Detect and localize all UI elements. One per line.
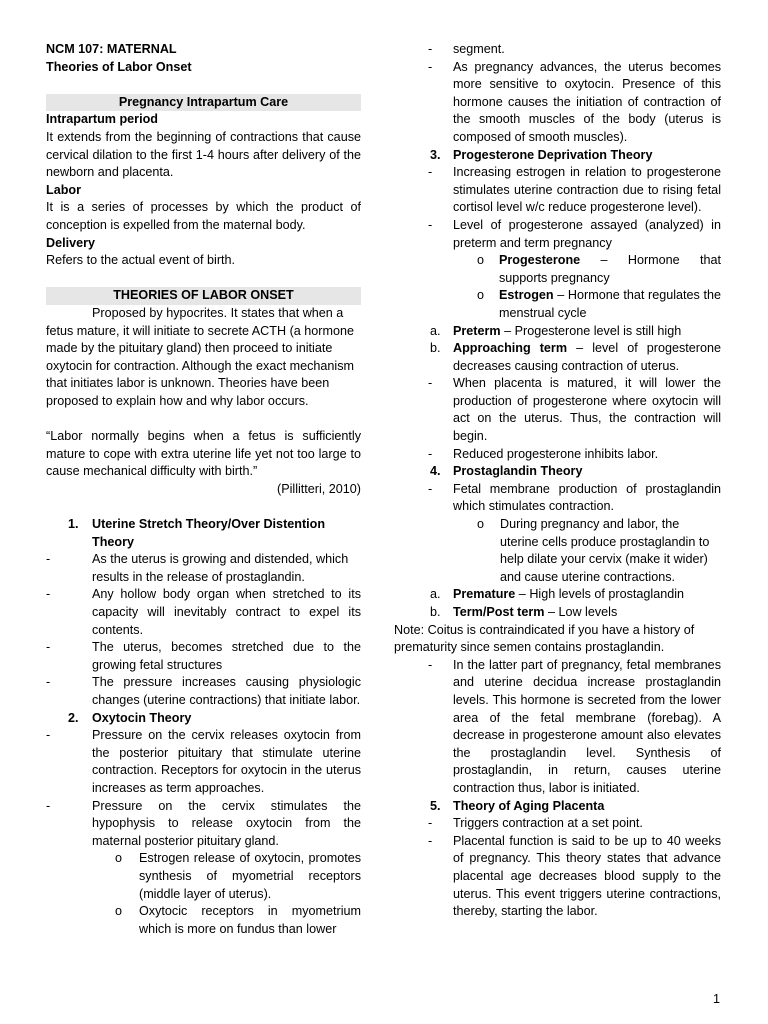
theory-1-bullet-4: The pressure increases causing physiologic changes (uterine contractions) that initiate labor. bbox=[92, 675, 361, 707]
course-title: NCM 107: MATERNAL bbox=[46, 42, 177, 56]
sub-term: Progesterone bbox=[499, 253, 581, 268]
term-intrapartum-period: Intrapartum period bbox=[46, 112, 158, 127]
list-item bbox=[46, 727, 361, 797]
theory-5-bullet-1: Triggers contraction at a set point. bbox=[453, 816, 643, 831]
list-item bbox=[46, 850, 361, 903]
theory-1-bullet-3: The uterus, becomes stretched due to the growing fetal structures bbox=[92, 640, 361, 672]
term-labor: Labor bbox=[46, 182, 81, 197]
list-item bbox=[406, 287, 721, 322]
letter-term: Premature bbox=[453, 587, 516, 602]
theory-3-sub-progesterone bbox=[499, 252, 721, 287]
theory-3-sub-estrogen bbox=[499, 287, 721, 322]
dash-bullet: - bbox=[428, 165, 433, 180]
intro-paragraph: fetus mature, it will initiate to secrete ACTH (a hormone made by the pituitary gland) then proceed to initiate oxytocin for contraction. Although the exact mechanism that initiates labor is unknown. Theories have been proposed to explain how and why labor occurs. bbox=[46, 323, 355, 408]
theory-4-letter-b bbox=[453, 604, 721, 622]
theory-3-bullet-4: Reduced progesterone inhibits labor. bbox=[453, 446, 659, 461]
right-column bbox=[394, 41, 721, 921]
list-item bbox=[406, 59, 721, 147]
theory-3-number: 3. bbox=[430, 147, 441, 162]
letter-term: Term/Post term bbox=[453, 605, 545, 619]
list-item bbox=[406, 252, 721, 287]
theory-4-note: Note: Coitus is contraindicated if you have a history of prematurity since semen contains prostaglandin. bbox=[394, 622, 695, 655]
letter-marker: b. bbox=[430, 605, 441, 619]
sub-bullet: o bbox=[115, 904, 123, 919]
list-item bbox=[406, 217, 721, 252]
section-heading-intrapartum: Pregnancy Intrapartum Care bbox=[46, 94, 361, 112]
theory-4-number: 4. bbox=[430, 464, 441, 479]
left-column bbox=[46, 41, 361, 938]
theory-4-heading bbox=[406, 463, 721, 481]
theory-1-bullet-2: Any hollow body organ when stretched to its capacity will inevitably contract to expel its contents. bbox=[92, 587, 361, 637]
list-item bbox=[406, 833, 721, 921]
list-item bbox=[406, 586, 721, 604]
theory-3-letter-b bbox=[453, 340, 721, 375]
sub-definition: – Hormone that regulates the menstrual cycle bbox=[499, 288, 721, 320]
dash-bullet: - bbox=[428, 816, 433, 831]
section-heading-theories: THEORIES OF LABOR ONSET bbox=[46, 287, 361, 305]
term-delivery: Delivery bbox=[46, 235, 96, 250]
letter-term: Approaching term bbox=[453, 341, 568, 356]
dash-bullet: - bbox=[46, 640, 51, 655]
dash-bullet: - bbox=[46, 798, 51, 813]
theory-5-heading bbox=[406, 798, 721, 816]
list-item bbox=[406, 375, 721, 445]
theory-3-bullet-2: Level of progesterone assayed (analyzed) in preterm and term pregnancy bbox=[453, 217, 721, 250]
list-item bbox=[46, 674, 361, 709]
dash-bullet: - bbox=[46, 587, 51, 602]
definition-intrapartum-period: It extends from the beginning of contractions that cause cervical dilation to the first 1-4 hours after delivery of the newborn and placenta. bbox=[46, 129, 361, 180]
theory-1-heading bbox=[46, 516, 361, 551]
theory-1-bullet-1: As the uterus is growing and distended, which results in the release of prostaglandin. bbox=[92, 552, 349, 584]
theory-2-sub-2: Oxytocic receptors in myometrium which is more on fundus than lower bbox=[139, 904, 361, 936]
list-item bbox=[406, 340, 721, 375]
list-item bbox=[406, 604, 721, 622]
dash-bullet: - bbox=[428, 376, 433, 391]
list-item bbox=[406, 41, 721, 59]
theory-3-letter-a bbox=[453, 323, 721, 341]
dash-bullet: - bbox=[428, 217, 433, 232]
letter-definition: – Progesterone level is still high bbox=[500, 323, 682, 338]
definition-labor: It is a series of processes by which the product of conception is expelled from the maternal body. bbox=[46, 200, 361, 232]
theory-2-bullet-3: As pregnancy advances, the uterus becomes more sensitive to oxytocin. Presence of this hormone causes the initiation of contraction of the smooth muscles of the body (uterus is composed of smooth muscles). bbox=[453, 59, 721, 144]
intro-first-line: Proposed by hypocrites. It states that when a bbox=[92, 305, 344, 320]
theory-5-number: 5. bbox=[430, 798, 441, 813]
dash-bullet: - bbox=[428, 446, 433, 461]
letter-definition: – level of progesterone decreases causing contraction of uterus. bbox=[453, 341, 721, 373]
letter-term: Preterm bbox=[453, 323, 501, 338]
theory-3-heading bbox=[406, 147, 721, 165]
dash-bullet: - bbox=[428, 833, 433, 848]
list-item bbox=[406, 446, 721, 464]
theory-4-letter-a bbox=[453, 586, 721, 604]
sub-definition: – Hormone that supports pregnancy bbox=[499, 253, 721, 285]
list-item bbox=[406, 815, 721, 833]
theory-2-bullet-1: Pressure on the cervix releases oxytocin from the posterior pituitary that stimulate uterine contraction. Receptors for oxytocin in the uterus increases as term approaches. bbox=[92, 728, 361, 795]
sub-term: Estrogen bbox=[499, 288, 554, 303]
theory-4-sub-1: During pregnancy and labor, the uterine cells produce prostaglandin to help dilate your cervix (make it wider) and cause uterine contractions. bbox=[500, 517, 710, 584]
theory-2-sub-1: Estrogen release of oxytocin, promotes synthesis of myometrial receptors (middle layer of uterus). bbox=[139, 851, 361, 901]
letter-definition: – High levels of prostaglandin bbox=[515, 587, 685, 602]
dash-bullet: - bbox=[428, 657, 433, 672]
letter-marker: a. bbox=[430, 587, 441, 602]
sub-bullet: o bbox=[477, 517, 485, 532]
list-item bbox=[46, 586, 361, 639]
list-item bbox=[46, 798, 361, 851]
dash-bullet: - bbox=[428, 42, 433, 56]
dash-bullet: - bbox=[46, 552, 51, 567]
theory-5-title: Theory of Aging Placenta bbox=[453, 798, 605, 813]
theory-2-title: Oxytocin Theory bbox=[92, 710, 192, 725]
page-number: 1 bbox=[713, 992, 721, 1006]
sub-bullet: o bbox=[477, 288, 485, 303]
theory-4-title: Prostaglandin Theory bbox=[453, 464, 583, 479]
theory-4-bullet-1: Fetal membrane production of prostaglandin which stimulates contraction. bbox=[453, 481, 721, 514]
theory-2-bullet-2: Pressure on the cervix stimulates the hypophysis to release oxytocin from the maternal posterior pituitary gland. bbox=[92, 798, 361, 848]
list-item bbox=[406, 657, 721, 798]
theory-2-heading bbox=[46, 710, 361, 728]
letter-definition: – Low levels bbox=[544, 605, 618, 619]
definition-delivery: Refers to the actual event of birth. bbox=[46, 253, 236, 268]
dash-bullet: - bbox=[46, 728, 51, 743]
sub-bullet: o bbox=[477, 253, 485, 268]
list-item bbox=[406, 323, 721, 341]
list-item bbox=[46, 551, 361, 586]
letter-marker: a. bbox=[430, 323, 441, 338]
list-item bbox=[46, 639, 361, 674]
theory-5-bullet-2: Placental function is said to be up to 40 weeks of pregnancy. This theory states that advance placental age decreases blood supply to the uterus. This event triggers uterine contractions, thereby, starting the labor. bbox=[453, 833, 721, 919]
quote-citation: (Pillitteri, 2010) bbox=[277, 481, 361, 496]
quote-paragraph: “Labor normally begins when a fetus is sufficiently mature to cope with extra uterine life yet not too large to cause mechanical difficulty with birth.” bbox=[46, 429, 361, 479]
theory-1-title: Uterine Stretch Theory/Over Distention Theory bbox=[92, 517, 326, 549]
list-item bbox=[406, 164, 721, 217]
theory-3-bullet-3: When placenta is matured, it will lower the production of progesterone where oxytocin will act on the uterus. Thus, the contraction will begin. bbox=[453, 376, 721, 444]
list-item bbox=[406, 516, 721, 586]
dash-bullet: - bbox=[428, 481, 433, 496]
theory-1-number: 1. bbox=[68, 517, 79, 532]
list-item bbox=[46, 903, 361, 938]
theory-3-bullet-1: Increasing estrogen in relation to progesterone stimulates uterine contraction due to rising fetal cortisol level w/c reduce progesterone level). bbox=[453, 165, 721, 215]
sub-bullet: o bbox=[115, 851, 123, 866]
theory-4-bullet-2: In the latter part of pregnancy, fetal membranes and uterine decidua increase prostaglandin levels. This hormone is secreted from the lower area of the fetal membrane (forebag). A decrease in progesterone amount also elevates the prostaglandin level. Synthesis of prostaglandin, in return, causes uterine contraction thus, labor is initiated. bbox=[453, 657, 721, 795]
document-title: Theories of Labor Onset bbox=[46, 59, 192, 74]
letter-marker: b. bbox=[430, 341, 441, 356]
dash-bullet: - bbox=[428, 59, 433, 74]
list-item bbox=[406, 481, 721, 516]
dash-bullet: - bbox=[46, 675, 51, 690]
theory-2-continued-segment: segment. bbox=[453, 42, 505, 56]
theory-2-number: 2. bbox=[68, 710, 79, 725]
theory-3-title: Progesterone Deprivation Theory bbox=[453, 147, 653, 162]
